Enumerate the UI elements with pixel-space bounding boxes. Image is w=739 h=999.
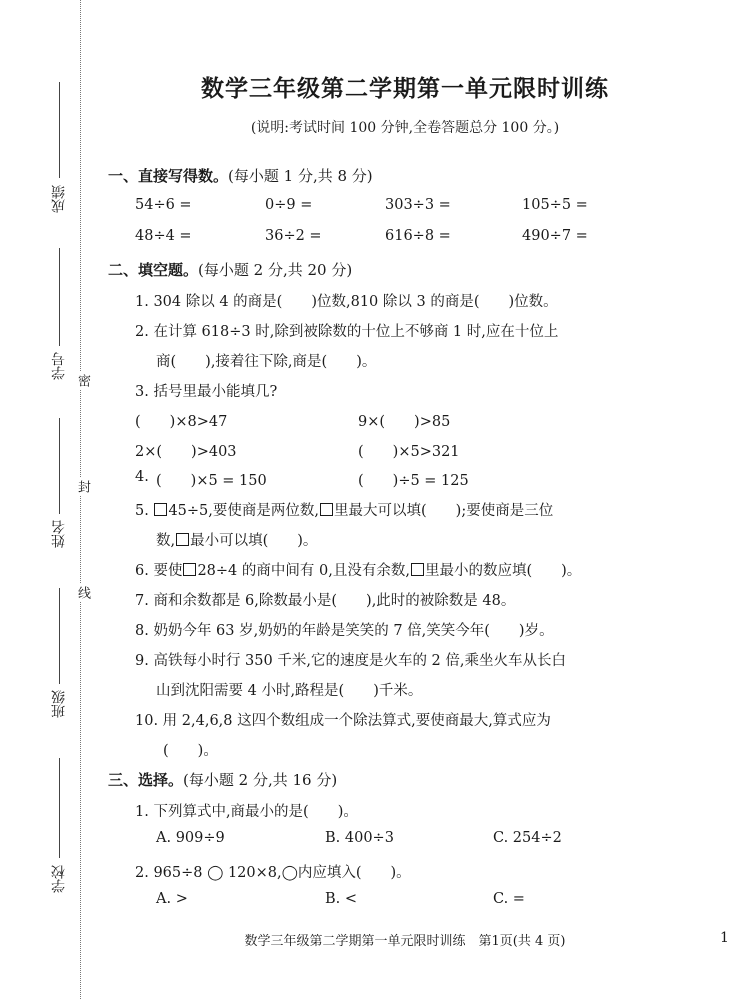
inequality-item: 2×( )>403 [135, 444, 237, 460]
question-2-5-cont [156, 529, 317, 550]
section3-heading [108, 769, 337, 790]
q5-text-a: 45÷5,要使商是两位数, [168, 503, 319, 519]
q6-text-a: 6. 要使 [135, 563, 183, 579]
question-2-6 [135, 559, 581, 580]
calc-item: 36÷2 = [265, 228, 322, 244]
blank-box-icon [411, 563, 424, 576]
score-label: 成绩 [51, 185, 67, 213]
seal-char-xian: 线 [75, 586, 90, 599]
question-2-10-cont: ( )。 [163, 743, 218, 759]
question-2-1: 1. 304 除以 4 的商是( )位数,810 除以 3 的商是( )位数。 [135, 294, 558, 310]
option-b: B. 400÷3 [325, 830, 394, 846]
calc-item: 54÷6 = [135, 197, 192, 213]
inequality-item: 9×( )>85 [358, 414, 451, 430]
page-number: 1 [720, 930, 729, 946]
q5-text-c: 数, [156, 533, 176, 549]
inequality-item: ( )×5>321 [358, 444, 460, 460]
blank-box-icon [320, 503, 333, 516]
exam-note: (说明:考试时间 100 分钟,全卷答题总分 100 分。) [250, 120, 560, 136]
calc-item: 303÷3 = [385, 197, 451, 213]
question-2-3: 3. 括号里最小能填几? [135, 384, 278, 400]
student-id-label: 学号 [51, 352, 67, 380]
question-2-9-cont: 山到沈阳需要 4 小时,路程是( )千米。 [156, 683, 423, 699]
section2-points: (每小题 2 分,共 20 分) [198, 261, 353, 279]
school-field [59, 758, 60, 858]
section1-points: (每小题 1 分,共 8 分) [228, 167, 373, 185]
q5-text-b: 里最大可以填( );要使商是三位 [334, 503, 554, 519]
question-2-4-number: 4. [135, 469, 149, 485]
calc-item: 490÷7 = [522, 228, 588, 244]
score-field [59, 82, 60, 178]
blank-box-icon [176, 533, 189, 546]
class-field [59, 588, 60, 684]
question-2-5 [135, 499, 553, 520]
question-2-2-cont: 商( ),接着往下除,商是( )。 [156, 354, 377, 370]
option-c: C. = [493, 891, 525, 907]
binding-dotted-line [80, 0, 81, 999]
option-b: B. < [325, 891, 358, 907]
question-3-1: 1. 下列算式中,商最小的是( )。 [135, 804, 358, 820]
section1-heading [108, 165, 373, 186]
question-2-2: 2. 在计算 618÷3 时,除到被除数的十位上不够商 1 时,应在十位上 [135, 324, 559, 340]
question-2-8: 8. 奶奶今年 63 岁,奶奶的年龄是笑笑的 7 倍,笑笑今年( )岁。 [135, 623, 554, 639]
question-3-2: 2. 965÷8 ◯ 120×8,◯内应填入( )。 [135, 865, 411, 881]
inequality-item: ( )×8>47 [135, 414, 228, 430]
question-2-10: 10. 用 2,4,6,8 这四个数组成一个除法算式,要使商最大,算式应为 [135, 713, 551, 729]
section3-title: 三、选择。 [108, 771, 184, 789]
seal-char-feng: 封 [75, 480, 90, 493]
page-title: 数学三年级第二学期第一单元限时训练 [201, 76, 609, 102]
binding-margin [0, 0, 100, 999]
name-label: 姓名 [51, 520, 67, 548]
section2-title: 二、填空题。 [108, 261, 199, 279]
page-footer: 数学三年级第二学期第一单元限时训练 第1页(共 4 页) [244, 934, 566, 949]
name-field [59, 418, 60, 514]
option-a: A. > [156, 891, 188, 907]
option-a: A. 909÷9 [156, 830, 225, 846]
blank-box-icon [183, 563, 196, 576]
section2-heading [108, 259, 352, 280]
class-label: 班级 [51, 690, 67, 718]
question-2-7: 7. 商和余数都是 6,除数最小是( ),此时的被除数是 48。 [135, 593, 516, 609]
q6-text-b: 28÷4 的商中间有 0,且没有余数, [197, 563, 410, 579]
equation-item: ( )×5 = 150 [156, 473, 267, 489]
calc-item: 616÷8 = [385, 228, 451, 244]
calc-item: 105÷5 = [522, 197, 588, 213]
equation-item: ( )÷5 = 125 [358, 473, 469, 489]
section3-points: (每小题 2 分,共 16 分) [183, 771, 338, 789]
calc-item: 48÷4 = [135, 228, 192, 244]
student-id-field [59, 248, 60, 346]
question-2-9: 9. 高铁每小时行 350 千米,它的速度是火车的 2 倍,乘坐火车从长白 [135, 653, 566, 669]
q6-text-c: 里最小的数应填( )。 [424, 563, 582, 579]
q5-text-d: 最小可以填( )。 [190, 533, 318, 549]
q5-number: 5. [135, 503, 149, 519]
blank-box-icon [154, 503, 167, 516]
calc-item: 0÷9 = [265, 197, 313, 213]
option-c: C. 254÷2 [493, 830, 562, 846]
seal-char-mi: 密 [75, 374, 90, 387]
school-label: 学校 [51, 865, 67, 893]
section1-title: 一、直接写得数。 [108, 167, 229, 185]
